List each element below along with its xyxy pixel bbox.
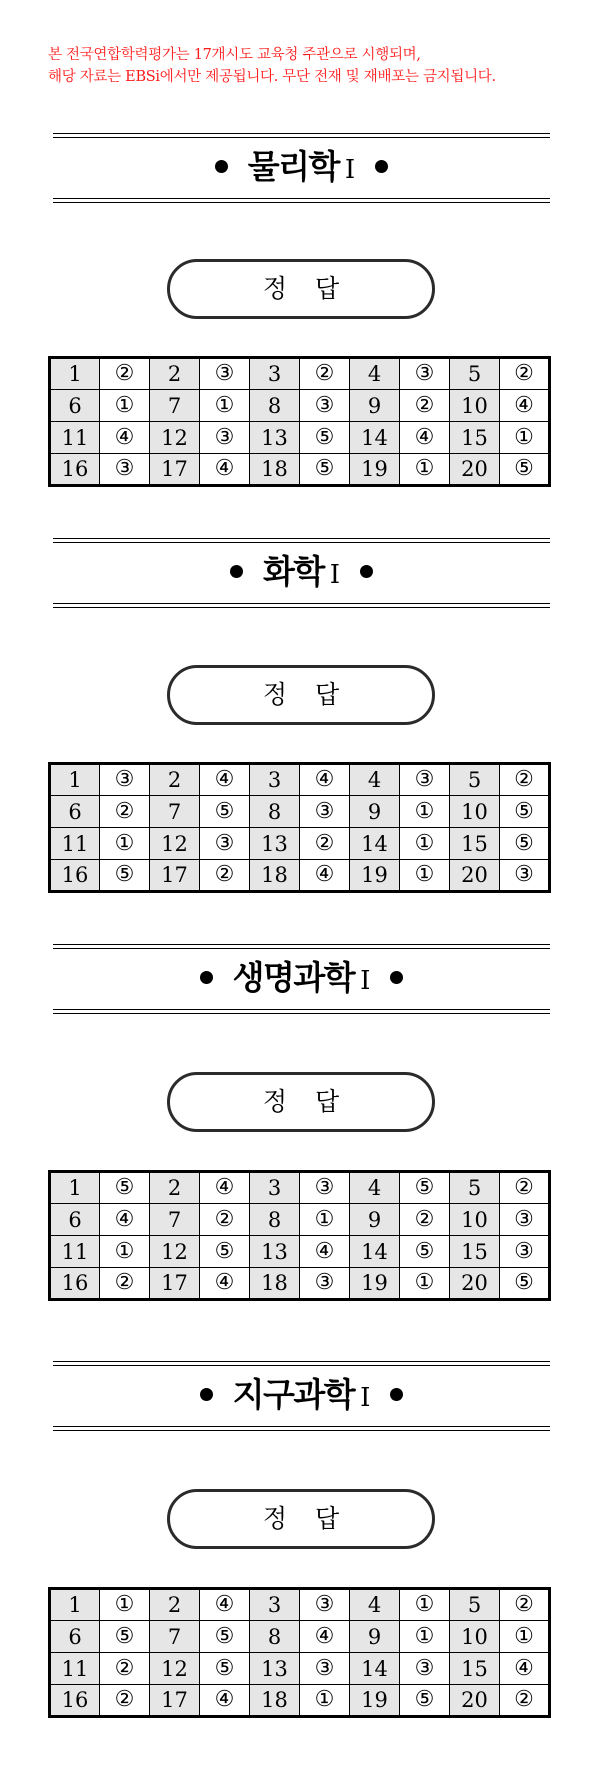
answer-choice: ① bbox=[300, 1685, 350, 1717]
question-number: 9 bbox=[350, 390, 400, 422]
subject-title bbox=[53, 957, 550, 1002]
question-number: 1 bbox=[50, 1172, 100, 1204]
answer-choice: ② bbox=[200, 860, 250, 892]
question-number: 10 bbox=[450, 390, 500, 422]
bullet-icon bbox=[375, 160, 388, 173]
answer-label-box: 정 답 bbox=[167, 259, 435, 319]
answer-choice: ④ bbox=[300, 1621, 350, 1653]
answer-table bbox=[48, 356, 551, 487]
question-number: 15 bbox=[450, 828, 500, 860]
answer-choice: ② bbox=[200, 1204, 250, 1236]
answer-choice: ⑤ bbox=[500, 796, 550, 828]
answer-choice: ⑤ bbox=[500, 454, 550, 486]
answer-choice: ④ bbox=[200, 1685, 250, 1717]
bullet-icon bbox=[360, 565, 373, 578]
double-rule-bottom bbox=[53, 603, 550, 608]
question-number: 16 bbox=[50, 1268, 100, 1300]
answer-choice: ④ bbox=[200, 454, 250, 486]
table-row bbox=[50, 422, 550, 454]
answer-choice: ① bbox=[100, 1236, 150, 1268]
answer-choice: ③ bbox=[300, 796, 350, 828]
answer-choice: ② bbox=[100, 1268, 150, 1300]
question-number: 8 bbox=[250, 390, 300, 422]
answer-choice: ② bbox=[500, 1685, 550, 1717]
answer-choice: ④ bbox=[200, 1268, 250, 1300]
double-rule-bottom bbox=[53, 198, 550, 203]
answer-choice: ① bbox=[100, 828, 150, 860]
double-rule-top bbox=[53, 538, 550, 543]
question-number: 19 bbox=[350, 1685, 400, 1717]
answer-choice: ⑤ bbox=[200, 1653, 250, 1685]
question-number: 10 bbox=[450, 1621, 500, 1653]
question-number: 18 bbox=[250, 1685, 300, 1717]
question-number: 6 bbox=[50, 390, 100, 422]
answer-choice: ④ bbox=[400, 422, 450, 454]
copyright-notice bbox=[48, 44, 568, 88]
question-number: 19 bbox=[350, 454, 400, 486]
answer-choice: ③ bbox=[500, 860, 550, 892]
answer-table bbox=[48, 762, 551, 893]
question-number: 10 bbox=[450, 1204, 500, 1236]
answer-choice: ③ bbox=[300, 1589, 350, 1621]
question-number: 1 bbox=[50, 764, 100, 796]
question-number: 4 bbox=[350, 764, 400, 796]
question-number: 14 bbox=[350, 828, 400, 860]
answer-choice: ③ bbox=[400, 1653, 450, 1685]
question-number: 18 bbox=[250, 860, 300, 892]
bullet-icon bbox=[215, 160, 228, 173]
answer-choice: ② bbox=[300, 828, 350, 860]
table-row bbox=[50, 1268, 550, 1300]
answer-choice: ⑤ bbox=[200, 796, 250, 828]
answer-choice: ② bbox=[500, 764, 550, 796]
question-number: 5 bbox=[450, 1589, 500, 1621]
table-row bbox=[50, 358, 550, 390]
table-row bbox=[50, 1172, 550, 1204]
answer-choice: ① bbox=[400, 796, 450, 828]
answer-choice: ④ bbox=[100, 422, 150, 454]
answer-choice: ⑤ bbox=[100, 860, 150, 892]
answer-table bbox=[48, 1587, 551, 1718]
answer-choice: ① bbox=[500, 422, 550, 454]
question-number: 16 bbox=[50, 860, 100, 892]
question-number: 5 bbox=[450, 764, 500, 796]
answer-choice: ① bbox=[400, 1268, 450, 1300]
answer-choice: ③ bbox=[300, 1172, 350, 1204]
answer-choice: ⑤ bbox=[400, 1685, 450, 1717]
table-row bbox=[50, 1621, 550, 1653]
subject-title-band bbox=[53, 538, 550, 608]
subject-title bbox=[53, 146, 550, 191]
question-number: 7 bbox=[150, 1621, 200, 1653]
answer-choice: ③ bbox=[200, 422, 250, 454]
question-number: 4 bbox=[350, 1172, 400, 1204]
double-rule-top bbox=[53, 133, 550, 138]
answer-choice: ② bbox=[400, 390, 450, 422]
subject-name: 화학 bbox=[262, 552, 324, 591]
question-number: 9 bbox=[350, 1204, 400, 1236]
answer-choice: ⑤ bbox=[100, 1172, 150, 1204]
subject-level: Ⅰ bbox=[360, 1383, 371, 1413]
table-row bbox=[50, 1589, 550, 1621]
answer-choice: ② bbox=[500, 1589, 550, 1621]
question-number: 14 bbox=[350, 422, 400, 454]
answer-choice: ④ bbox=[300, 764, 350, 796]
answer-choice: ① bbox=[400, 454, 450, 486]
answer-choice: ① bbox=[200, 390, 250, 422]
question-number: 11 bbox=[50, 1236, 100, 1268]
answer-choice: ② bbox=[300, 358, 350, 390]
question-number: 17 bbox=[150, 454, 200, 486]
notice-line-2: 해당 자료는 EBSi에서만 제공됩니다. 무단 전재 및 재배포는 금지됩니다. bbox=[48, 69, 496, 85]
notice-line-1: 본 전국연합학력평가는 17개시도 교육청 주관으로 시행되며, bbox=[48, 47, 421, 63]
answer-choice: ④ bbox=[500, 1653, 550, 1685]
question-number: 2 bbox=[150, 1589, 200, 1621]
question-number: 12 bbox=[150, 1653, 200, 1685]
subject-level: Ⅰ bbox=[360, 966, 371, 996]
question-number: 20 bbox=[450, 860, 500, 892]
subject-title bbox=[53, 551, 550, 596]
table-row bbox=[50, 796, 550, 828]
answer-choice: ① bbox=[400, 828, 450, 860]
subject-title bbox=[53, 1374, 550, 1419]
answer-label-box: 정 답 bbox=[167, 1072, 435, 1132]
answer-choice: ② bbox=[400, 1204, 450, 1236]
question-number: 3 bbox=[250, 1589, 300, 1621]
question-number: 6 bbox=[50, 1204, 100, 1236]
answer-choice: ⑤ bbox=[100, 1621, 150, 1653]
question-number: 15 bbox=[450, 422, 500, 454]
question-number: 12 bbox=[150, 1236, 200, 1268]
question-number: 16 bbox=[50, 454, 100, 486]
table-row bbox=[50, 1685, 550, 1717]
question-number: 20 bbox=[450, 1685, 500, 1717]
question-number: 13 bbox=[250, 1236, 300, 1268]
question-number: 6 bbox=[50, 1621, 100, 1653]
answer-choice: ① bbox=[300, 1204, 350, 1236]
question-number: 6 bbox=[50, 796, 100, 828]
double-rule-bottom bbox=[53, 1426, 550, 1431]
question-number: 17 bbox=[150, 1268, 200, 1300]
table-row bbox=[50, 390, 550, 422]
answer-choice: ① bbox=[100, 1589, 150, 1621]
question-number: 7 bbox=[150, 796, 200, 828]
question-number: 15 bbox=[450, 1236, 500, 1268]
table-row bbox=[50, 828, 550, 860]
answer-choice: ⑤ bbox=[200, 1236, 250, 1268]
double-rule-top bbox=[53, 944, 550, 949]
question-number: 7 bbox=[150, 390, 200, 422]
question-number: 5 bbox=[450, 358, 500, 390]
answer-choice: ④ bbox=[100, 1204, 150, 1236]
table-row bbox=[50, 454, 550, 486]
question-number: 14 bbox=[350, 1236, 400, 1268]
answer-choice: ③ bbox=[300, 1653, 350, 1685]
answer-choice: ③ bbox=[500, 1236, 550, 1268]
question-number: 18 bbox=[250, 1268, 300, 1300]
question-number: 19 bbox=[350, 860, 400, 892]
subject-title-band bbox=[53, 133, 550, 203]
question-number: 4 bbox=[350, 358, 400, 390]
answer-choice: ③ bbox=[200, 358, 250, 390]
question-number: 12 bbox=[150, 422, 200, 454]
question-number: 16 bbox=[50, 1685, 100, 1717]
subject-title-band bbox=[53, 1361, 550, 1431]
bullet-icon bbox=[200, 1388, 213, 1401]
bullet-icon bbox=[230, 565, 243, 578]
question-number: 3 bbox=[250, 358, 300, 390]
question-number: 4 bbox=[350, 1589, 400, 1621]
subject-name: 생명과학 bbox=[232, 958, 355, 997]
answer-label-box: 정 답 bbox=[167, 665, 435, 725]
question-number: 9 bbox=[350, 1621, 400, 1653]
answer-choice: ⑤ bbox=[300, 454, 350, 486]
answer-choice: ⑤ bbox=[400, 1236, 450, 1268]
question-number: 13 bbox=[250, 422, 300, 454]
answer-choice: ⑤ bbox=[400, 1172, 450, 1204]
answer-choice: ② bbox=[500, 1172, 550, 1204]
question-number: 15 bbox=[450, 1653, 500, 1685]
answer-choice: ① bbox=[500, 1621, 550, 1653]
table-row bbox=[50, 764, 550, 796]
subject-name: 물리학 bbox=[247, 147, 339, 186]
answer-choice: ① bbox=[400, 1621, 450, 1653]
question-number: 11 bbox=[50, 828, 100, 860]
subject-title-band bbox=[53, 944, 550, 1014]
answer-choice: ② bbox=[100, 1685, 150, 1717]
bullet-icon bbox=[390, 971, 403, 984]
question-number: 11 bbox=[50, 1653, 100, 1685]
double-rule-top bbox=[53, 1361, 550, 1366]
answer-choice: ① bbox=[400, 860, 450, 892]
answer-choice: ① bbox=[100, 390, 150, 422]
question-number: 8 bbox=[250, 1621, 300, 1653]
answer-choice: ③ bbox=[400, 358, 450, 390]
answer-choice: ⑤ bbox=[500, 1268, 550, 1300]
question-number: 13 bbox=[250, 1653, 300, 1685]
answer-choice: ③ bbox=[300, 390, 350, 422]
bullet-icon bbox=[390, 1388, 403, 1401]
answer-choice: ③ bbox=[200, 828, 250, 860]
answer-choice: ③ bbox=[300, 1268, 350, 1300]
answer-choice: ① bbox=[400, 1589, 450, 1621]
question-number: 7 bbox=[150, 1204, 200, 1236]
answer-choice: ② bbox=[100, 796, 150, 828]
answer-choice: ⑤ bbox=[300, 422, 350, 454]
question-number: 3 bbox=[250, 764, 300, 796]
answer-choice: ⑤ bbox=[500, 828, 550, 860]
answer-choice: ② bbox=[100, 358, 150, 390]
answer-choice: ③ bbox=[400, 764, 450, 796]
answer-choice: ④ bbox=[200, 764, 250, 796]
answer-choice: ④ bbox=[200, 1172, 250, 1204]
answer-choice: ④ bbox=[300, 860, 350, 892]
question-number: 2 bbox=[150, 764, 200, 796]
question-number: 19 bbox=[350, 1268, 400, 1300]
answer-choice: ③ bbox=[100, 764, 150, 796]
question-number: 5 bbox=[450, 1172, 500, 1204]
question-number: 2 bbox=[150, 358, 200, 390]
answer-choice: ④ bbox=[200, 1589, 250, 1621]
question-number: 10 bbox=[450, 796, 500, 828]
question-number: 17 bbox=[150, 1685, 200, 1717]
subject-level: Ⅰ bbox=[329, 560, 341, 590]
table-row bbox=[50, 1236, 550, 1268]
answer-choice: ④ bbox=[500, 390, 550, 422]
question-number: 18 bbox=[250, 454, 300, 486]
question-number: 3 bbox=[250, 1172, 300, 1204]
table-row bbox=[50, 1204, 550, 1236]
answer-choice: ③ bbox=[500, 1204, 550, 1236]
question-number: 17 bbox=[150, 860, 200, 892]
answer-choice: ② bbox=[500, 358, 550, 390]
question-number: 12 bbox=[150, 828, 200, 860]
answer-choice: ⑤ bbox=[200, 1621, 250, 1653]
question-number: 8 bbox=[250, 1204, 300, 1236]
answer-choice: ④ bbox=[300, 1236, 350, 1268]
question-number: 1 bbox=[50, 1589, 100, 1621]
answer-table bbox=[48, 1170, 551, 1301]
question-number: 9 bbox=[350, 796, 400, 828]
question-number: 13 bbox=[250, 828, 300, 860]
subject-name: 지구과학 bbox=[232, 1375, 355, 1414]
answer-choice: ② bbox=[100, 1653, 150, 1685]
table-row bbox=[50, 860, 550, 892]
question-number: 2 bbox=[150, 1172, 200, 1204]
question-number: 20 bbox=[450, 454, 500, 486]
subject-level: Ⅰ bbox=[344, 155, 356, 185]
question-number: 20 bbox=[450, 1268, 500, 1300]
question-number: 14 bbox=[350, 1653, 400, 1685]
question-number: 8 bbox=[250, 796, 300, 828]
table-row bbox=[50, 1653, 550, 1685]
answer-choice: ③ bbox=[100, 454, 150, 486]
bullet-icon bbox=[200, 971, 213, 984]
answer-label-box: 정 답 bbox=[167, 1489, 435, 1549]
question-number: 11 bbox=[50, 422, 100, 454]
question-number: 1 bbox=[50, 358, 100, 390]
double-rule-bottom bbox=[53, 1009, 550, 1014]
